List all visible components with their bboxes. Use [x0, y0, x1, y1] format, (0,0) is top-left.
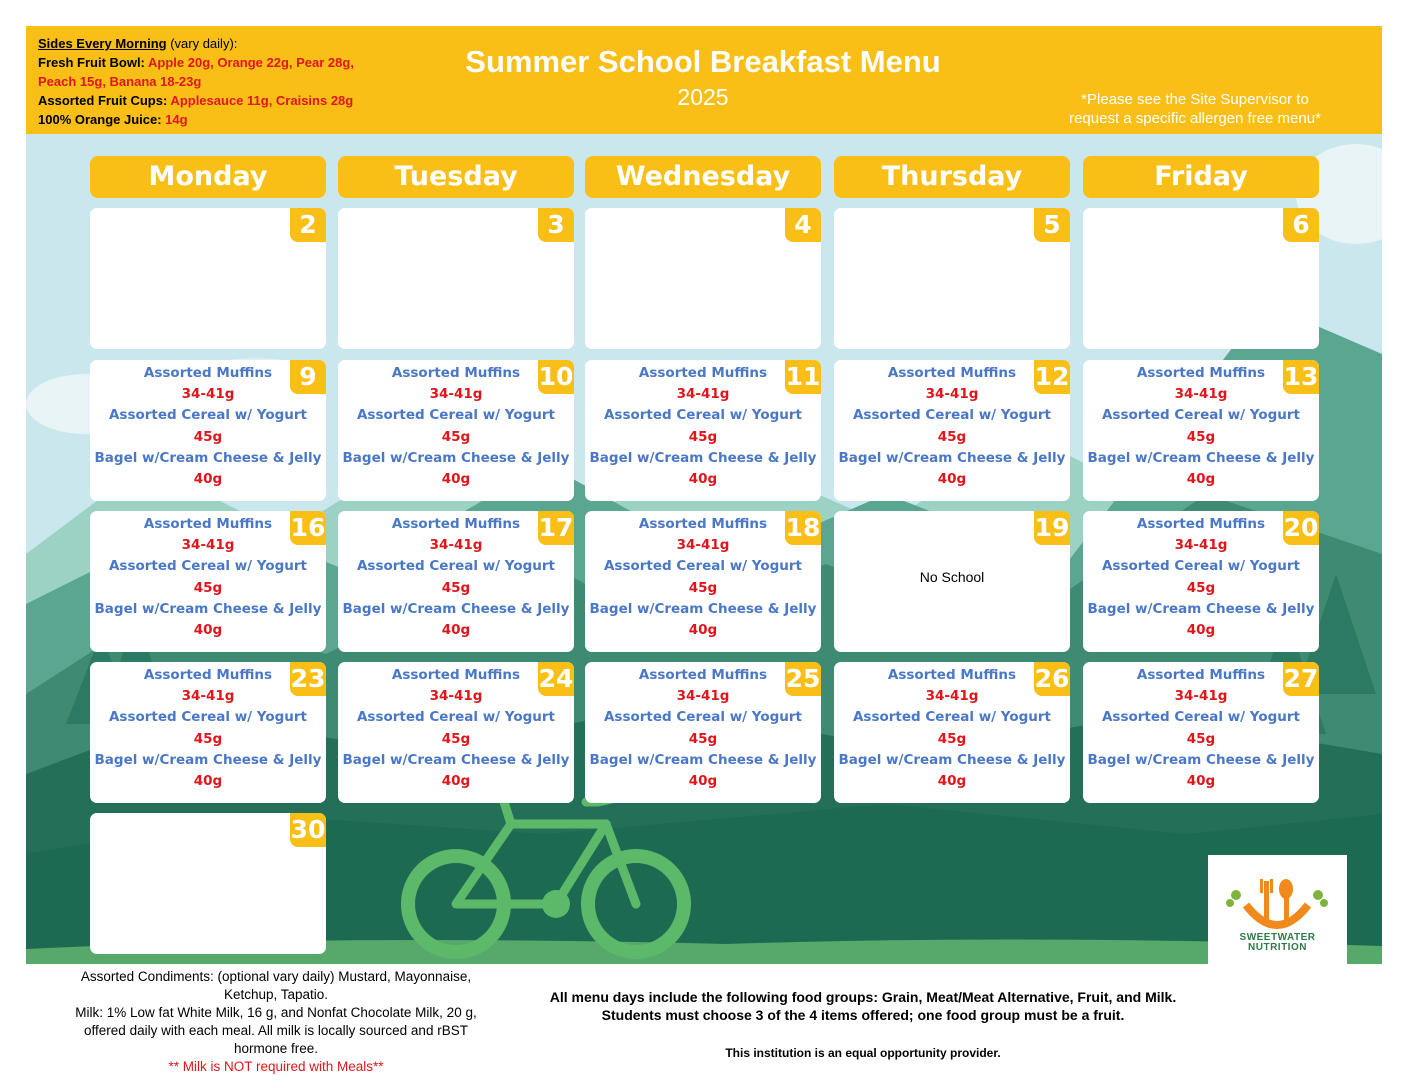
menu-item-carbs: 45g [441, 730, 471, 747]
menu-item-carbs: 40g [193, 622, 223, 639]
menu-item: Bagel w/Cream Cheese & Jelly [1087, 751, 1315, 768]
menu-item-carbs: 45g [688, 579, 718, 596]
menu-item: Assorted Muffins [638, 667, 768, 683]
menu-item: Assorted Cereal w/ Yogurt [1101, 558, 1301, 575]
menu-item-carbs: 40g [441, 773, 471, 790]
calendar-day-cell [834, 662, 1070, 803]
day-header-friday: Friday [1083, 156, 1319, 198]
milk-note: ** Milk is NOT required with Meals** [168, 1059, 384, 1074]
condiments-line-1: Assorted Condiments: (optional vary daily) Mustard, Mayonnaise, [80, 969, 472, 984]
fruit-bowl-values: Apple 20g, Orange 22g, Pear 28g, [144, 55, 354, 70]
food-groups-note [520, 988, 1206, 1024]
menu-item: Assorted Cereal w/ Yogurt [852, 407, 1052, 424]
day-number-badge: 3 [538, 208, 574, 242]
day-number-badge: 6 [1283, 208, 1319, 242]
menu-item-carbs: 45g [937, 428, 967, 445]
menu-item: Assorted Muffins [391, 667, 521, 683]
menu-item: Assorted Muffins [391, 365, 521, 381]
menu-item-carbs: 45g [688, 730, 718, 747]
menu-item-carbs: 40g [441, 471, 471, 488]
allergen-note [1040, 90, 1350, 128]
calendar-day-cell [338, 208, 574, 349]
calendar-day-cell [90, 662, 326, 803]
calendar-day-cell [338, 511, 574, 652]
menu-item: Assorted Cereal w/ Yogurt [356, 709, 556, 726]
menu-item: Bagel w/Cream Cheese & Jelly [589, 600, 817, 617]
day-number-badge: 19 [1034, 511, 1070, 545]
menu-item-carbs: 40g [1186, 471, 1216, 488]
calendar-day-cell [90, 511, 326, 652]
menu-item: Assorted Muffins [638, 516, 768, 532]
menu-item: Assorted Muffins [887, 667, 1017, 683]
menu-item: Bagel w/Cream Cheese & Jelly [589, 449, 817, 466]
fruit-bowl-values-2: Peach 15g, Banana 18-23g [38, 74, 202, 89]
day-number-badge: 23 [290, 662, 326, 696]
menu-item: Bagel w/Cream Cheese & Jelly [342, 449, 570, 466]
menu-item: Assorted Cereal w/ Yogurt [1101, 709, 1301, 726]
menu-item-carbs: 34-41g [1174, 688, 1228, 705]
menu-item: Assorted Cereal w/ Yogurt [356, 407, 556, 424]
menu-item-carbs: 40g [688, 622, 718, 639]
calendar-day-cell [338, 360, 574, 501]
sides-info [38, 34, 418, 129]
fruit-cups-label: Assorted Fruit Cups: [38, 93, 168, 108]
menu-item: Bagel w/Cream Cheese & Jelly [838, 751, 1066, 768]
day-number-badge: 4 [785, 208, 821, 242]
milk-line-2: offered daily with each meal. All milk is locally sourced and rBST [84, 1023, 468, 1038]
day-number-badge: 10 [538, 360, 574, 394]
calendar-day-cell [1083, 511, 1319, 652]
menu-item-carbs: 40g [937, 773, 967, 790]
menu-item-carbs: 40g [688, 471, 718, 488]
menu-item: Assorted Cereal w/ Yogurt [852, 709, 1052, 726]
menu-item: Assorted Cereal w/ Yogurt [356, 558, 556, 575]
menu-item-carbs: 34-41g [925, 688, 979, 705]
menu-item-carbs: 40g [193, 773, 223, 790]
day-header-wednesday: Wednesday [585, 156, 821, 198]
day-number-badge: 5 [1034, 208, 1070, 242]
menu-item-carbs: 45g [1186, 730, 1216, 747]
calendar-day-cell [834, 360, 1070, 501]
allergen-note-line-1: *Please see the Site Supervisor to [1081, 91, 1309, 108]
day-header-tuesday: Tuesday [338, 156, 574, 198]
allergen-note-line-2: request a specific allergen free menu* [1069, 110, 1321, 127]
calendar-day-cell [338, 662, 574, 803]
calendar-day-cell [1083, 662, 1319, 803]
menu-item-carbs: 45g [441, 428, 471, 445]
menu-item-carbs: 40g [193, 471, 223, 488]
condiments-line-2: Ketchup, Tapatio. [223, 987, 329, 1002]
condiments-note [56, 968, 496, 1076]
fruit-bowl-label: Fresh Fruit Bowl: [38, 55, 145, 70]
calendar-day-cell [585, 511, 821, 652]
menu-item: Bagel w/Cream Cheese & Jelly [1087, 449, 1315, 466]
day-number-badge: 17 [538, 511, 574, 545]
day-header-thursday: Thursday [834, 156, 1070, 198]
food-groups-line-1: All menu days include the following food groups: Grain, Meat/Meat Alternative, Fruit, and Milk. [549, 989, 1177, 1005]
menu-item-carbs: 45g [937, 730, 967, 747]
calendar-day-cell [90, 813, 326, 954]
menu-item: Bagel w/Cream Cheese & Jelly [1087, 600, 1315, 617]
menu-item-carbs: 40g [1186, 622, 1216, 639]
menu-item: Assorted Muffins [1136, 667, 1266, 683]
equal-opportunity-statement: This institution is an equal opportunity provider. [725, 1046, 1001, 1060]
menu-item: Assorted Muffins [391, 516, 521, 532]
menu-item-carbs: 34-41g [429, 537, 483, 554]
menu-item: Bagel w/Cream Cheese & Jelly [94, 751, 322, 768]
milk-line-3: hormone free. [233, 1041, 319, 1056]
menu-item: Assorted Cereal w/ Yogurt [108, 558, 308, 575]
calendar-day-cell [585, 208, 821, 349]
logo-line-2: NUTRITION [1248, 942, 1307, 953]
calendar-day-cell [585, 360, 821, 501]
menu-item-carbs: 45g [193, 428, 223, 445]
menu-item: Assorted Cereal w/ Yogurt [603, 558, 803, 575]
logo-fork-spoon-icon [1208, 855, 1347, 933]
day-number-badge: 12 [1034, 360, 1070, 394]
menu-item: Assorted Muffins [1136, 365, 1266, 381]
menu-item-carbs: 34-41g [676, 688, 730, 705]
day-number-badge: 24 [538, 662, 574, 696]
calendar-day-cell [585, 662, 821, 803]
menu-item: Assorted Cereal w/ Yogurt [603, 709, 803, 726]
menu-item-carbs: 45g [1186, 579, 1216, 596]
menu-item: Bagel w/Cream Cheese & Jelly [94, 600, 322, 617]
menu-item: Assorted Muffins [887, 365, 1017, 381]
menu-item-carbs: 34-41g [676, 386, 730, 403]
day-number-badge: 13 [1283, 360, 1319, 394]
menu-item-carbs: 34-41g [181, 537, 235, 554]
menu-item-carbs: 45g [688, 428, 718, 445]
menu-item-carbs: 34-41g [181, 688, 235, 705]
fruit-cups-values: Applesauce 11g, Craisins 28g [167, 93, 354, 108]
menu-item-carbs: 34-41g [429, 688, 483, 705]
day-number-badge: 26 [1034, 662, 1070, 696]
day-number-badge: 20 [1283, 511, 1319, 545]
menu-item: Assorted Muffins [1136, 516, 1266, 532]
day-number-badge: 18 [785, 511, 821, 545]
day-number-badge: 27 [1283, 662, 1319, 696]
menu-item-carbs: 40g [688, 773, 718, 790]
menu-item: Assorted Cereal w/ Yogurt [1101, 407, 1301, 424]
menu-item: Bagel w/Cream Cheese & Jelly [589, 751, 817, 768]
juice-label: 100% Orange Juice: [38, 112, 162, 127]
calendar-day-cell [834, 208, 1070, 349]
menu-item: Assorted Cereal w/ Yogurt [603, 407, 803, 424]
logo-line-1: SWEETWATER [1239, 932, 1316, 943]
sides-heading: Sides Every Morning [38, 36, 167, 51]
day-number-badge: 9 [290, 360, 326, 394]
menu-item: Assorted Muffins [143, 365, 273, 381]
day-number-badge: 25 [785, 662, 821, 696]
menu-item-carbs: 45g [193, 579, 223, 596]
day-number-badge: 2 [290, 208, 326, 242]
menu-item: Assorted Cereal w/ Yogurt [108, 709, 308, 726]
calendar-day-cell [90, 208, 326, 349]
day-number-badge: 16 [290, 511, 326, 545]
menu-item: Assorted Muffins [143, 667, 273, 683]
day-number-badge: 11 [785, 360, 821, 394]
menu-item-carbs: 45g [193, 730, 223, 747]
menu-item-carbs: 34-41g [925, 386, 979, 403]
menu-item-carbs: 34-41g [1174, 537, 1228, 554]
menu-item: Assorted Muffins [638, 365, 768, 381]
day-number-badge: 30 [290, 813, 326, 847]
menu-item: Bagel w/Cream Cheese & Jelly [94, 449, 322, 466]
menu-item: Bagel w/Cream Cheese & Jelly [342, 751, 570, 768]
juice-value: 14g [161, 112, 188, 127]
menu-item: Assorted Muffins [143, 516, 273, 532]
menu-item: Bagel w/Cream Cheese & Jelly [342, 600, 570, 617]
calendar-day-cell [834, 511, 1070, 652]
menu-item-carbs: 34-41g [1174, 386, 1228, 403]
menu-item-carbs: 40g [1186, 773, 1216, 790]
milk-line-1: Milk: 1% Low fat White Milk, 16 g, and Nonfat Chocolate Milk, 20 g, [75, 1005, 477, 1020]
calendar-day-cell [90, 360, 326, 501]
sides-heading-suffix: (vary daily): [166, 36, 238, 51]
page-title: Summer School Breakfast Menu [465, 44, 941, 79]
no-school-label: No School [919, 569, 985, 585]
menu-item: Bagel w/Cream Cheese & Jelly [838, 449, 1066, 466]
page-year: 2025 [677, 84, 729, 110]
menu-item-carbs: 45g [1186, 428, 1216, 445]
calendar-day-cell [1083, 360, 1319, 501]
day-header-monday: Monday [90, 156, 326, 198]
menu-item: Assorted Cereal w/ Yogurt [108, 407, 308, 424]
food-groups-line-2: Students must choose 3 of the 4 items offered; one food group must be a fruit. [601, 1007, 1125, 1023]
sweetwater-nutrition-logo [1208, 855, 1347, 965]
menu-item-carbs: 40g [441, 622, 471, 639]
menu-item-carbs: 45g [441, 579, 471, 596]
menu-item-carbs: 34-41g [676, 537, 730, 554]
calendar-day-cell [1083, 208, 1319, 349]
menu-item-carbs: 40g [937, 471, 967, 488]
menu-item-carbs: 34-41g [429, 386, 483, 403]
menu-item-carbs: 34-41g [181, 386, 235, 403]
